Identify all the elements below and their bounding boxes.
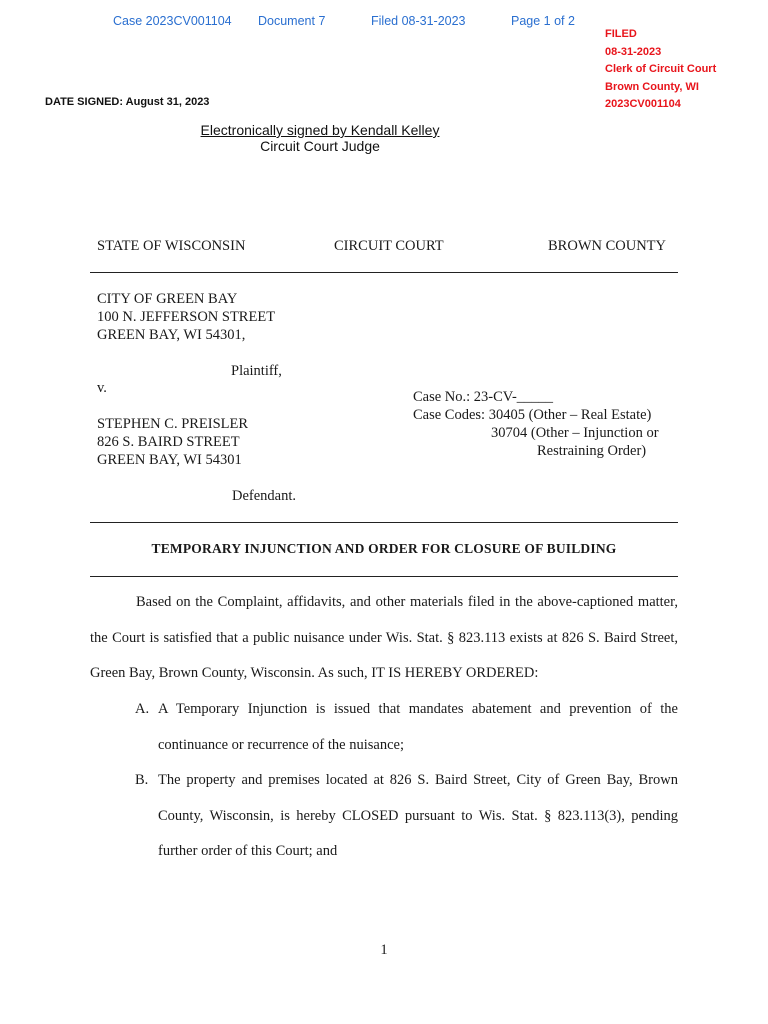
defendant-address-line1: 826 S. BAIRD STREET: [97, 434, 240, 450]
plaintiff-address-line1: 100 N. JEFFERSON STREET: [97, 309, 276, 325]
filing-stamp: [605, 26, 716, 114]
stamp-clerk: Clerk of Circuit Court: [605, 63, 717, 75]
header-document-number: Document 7: [258, 14, 326, 28]
caption-state: STATE OF WISCONSIN: [97, 238, 246, 254]
intro-paragraph: [90, 585, 678, 692]
header-case-number: Case 2023CV001104: [113, 14, 232, 28]
item-marker: A.: [135, 701, 150, 717]
title-top-rule: [90, 522, 678, 523]
plaintiff-name: CITY OF GREEN BAY: [97, 291, 238, 307]
stamp-filed: FILED: [605, 28, 637, 40]
intro-line: Based on the Complaint, affidavits, and other materials filed in the above-captioned matter,: [136, 594, 678, 610]
defendant-role: Defendant.: [232, 488, 297, 504]
intro-line: the Court is satisfied that a public nuisance under Wis. Stat. § 823.113 exists at 826 S. Baird Street,: [90, 629, 678, 646]
versus-label: v.: [97, 380, 107, 396]
order-title: TEMPORARY INJUNCTION AND ORDER FOR CLOSURE OF BUILDING: [151, 541, 617, 556]
signature-line: Electronically signed by Kendall Kelley: [200, 122, 440, 138]
stamp-case-number: 2023CV001104: [605, 98, 681, 110]
case-number: Case No.: 23-CV-_____: [413, 389, 554, 405]
defendant-name: STEPHEN C. PREISLER: [97, 416, 249, 432]
header-page-indicator: Page 1 of 2: [511, 14, 575, 28]
case-codes-line2: 30704 (Other – Injunction or: [491, 425, 659, 441]
item-line: A Temporary Injunction is issued that mandates abatement and prevention of the: [158, 701, 678, 717]
defendant-address-line2: GREEN BAY, WI 54301: [97, 452, 242, 468]
caption-court: CIRCUIT COURT: [334, 238, 444, 254]
title-bottom-rule: [90, 576, 678, 577]
judge-title: Circuit Court Judge: [260, 138, 380, 154]
item-line: The property and premises located at 826 S. Baird Street, City of Green Bay, Brown: [158, 772, 678, 788]
intro-line: Green Bay, Brown County, Wisconsin. As such, IT IS HEREBY ORDERED:: [90, 665, 539, 681]
item-line: continuance or recurrence of the nuisance;: [158, 736, 404, 753]
date-signed: DATE SIGNED: August 31, 2023: [45, 96, 210, 108]
plaintiff-role: Plaintiff,: [231, 363, 282, 379]
caption-rule: [90, 272, 678, 273]
item-line: further order of this Court; and: [158, 843, 338, 859]
stamp-county: Brown County, WI: [605, 80, 699, 93]
list-item: [158, 692, 678, 763]
caption-county: BROWN COUNTY: [548, 238, 667, 254]
electronic-signature: [0, 122, 640, 138]
defendant-block: [97, 415, 248, 469]
item-marker: B.: [135, 772, 149, 788]
list-item: [158, 763, 678, 870]
case-codes-line3: Restraining Order): [537, 443, 647, 459]
case-codes-line1: Case Codes: 30405 (Other – Real Estate): [413, 407, 652, 423]
plaintiff-block: [97, 290, 275, 344]
plaintiff-address-line2: GREEN BAY, WI 54301,: [97, 327, 246, 343]
header-filed-date: Filed 08-31-2023: [371, 14, 466, 28]
page-number: 1: [380, 942, 388, 958]
stamp-date: 08-31-2023: [605, 45, 662, 58]
item-line: County, Wisconsin, is hereby CLOSED pursuant to Wis. Stat. § 823.113(3), pending: [158, 807, 678, 824]
